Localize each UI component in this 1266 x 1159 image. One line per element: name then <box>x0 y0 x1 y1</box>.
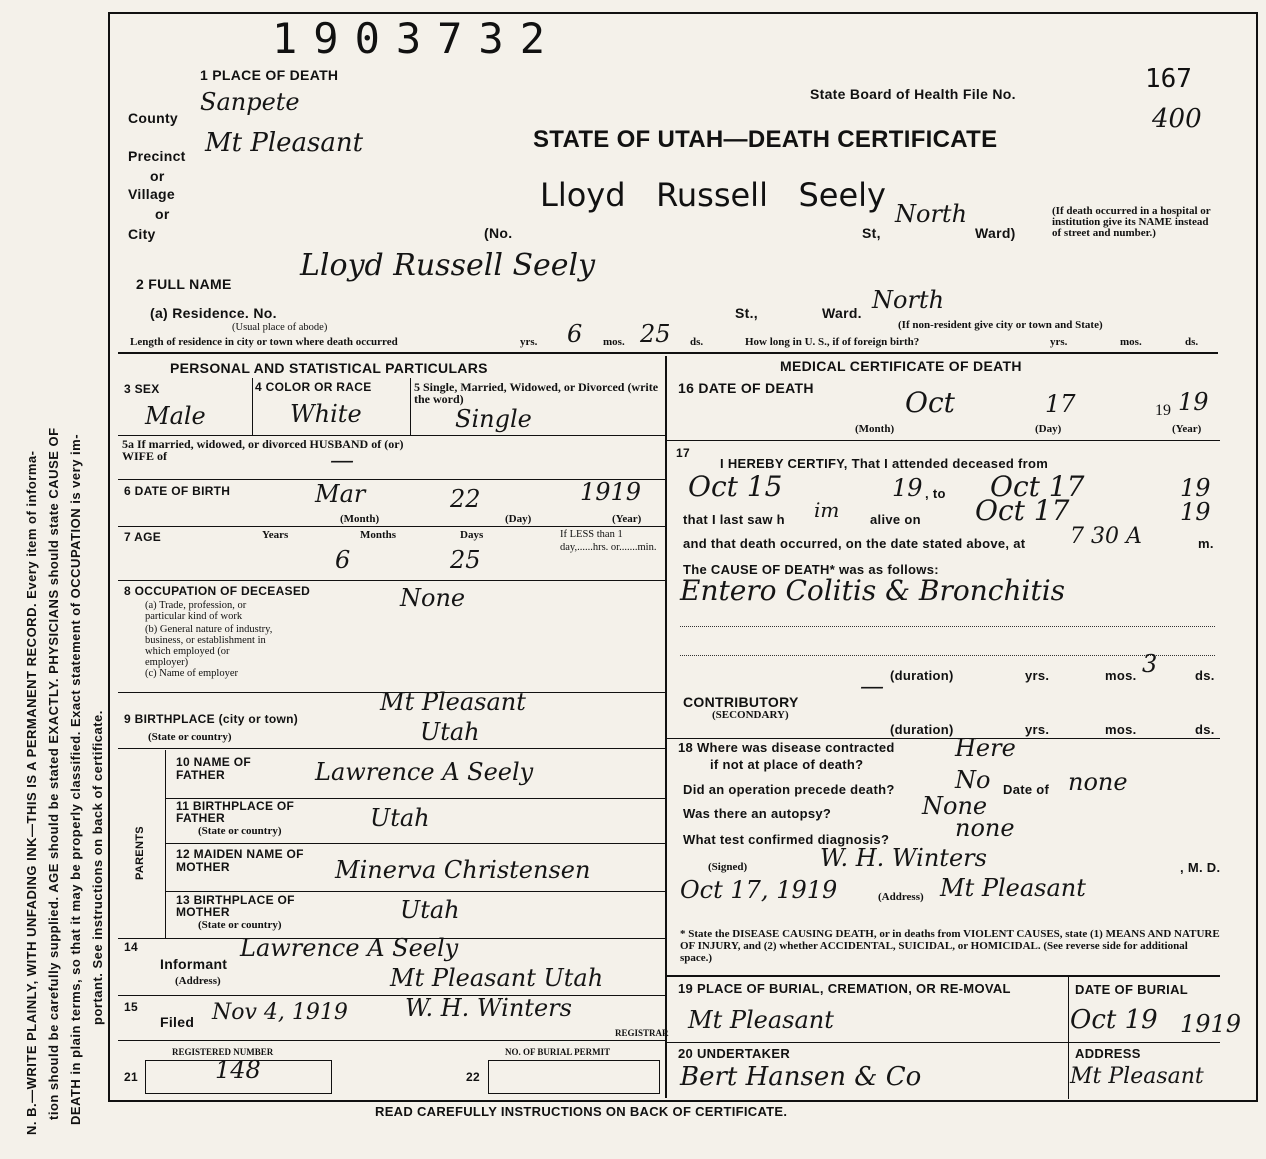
alive-on: alive on <box>870 512 921 527</box>
length-mos-value: 6 <box>567 320 583 348</box>
rule-mother <box>165 891 665 892</box>
duration-mos-2: mos. <box>1105 722 1137 737</box>
reg-num: 148 <box>215 1056 261 1084</box>
rule-burial <box>665 975 1220 977</box>
rule-sex <box>118 435 665 436</box>
residence-ward: Ward. <box>822 305 862 321</box>
parents-divider <box>165 750 166 938</box>
to-label: , to <box>925 486 946 501</box>
occ-c: (c) Name of employer <box>145 668 238 679</box>
full-name-label: 2 FULL NAME <box>136 276 232 292</box>
dob-month-label: (Month) <box>340 513 380 525</box>
occupation-label: 8 OCCUPATION OF DECEASED <box>124 584 311 598</box>
undertaker-value: Bert Hansen & Co <box>680 1062 922 1092</box>
filed-num: 15 <box>124 1000 138 1014</box>
dod-label: 16 DATE OF DEATH <box>678 380 814 396</box>
precinct-value: Mt Pleasant <box>205 128 364 158</box>
sign-date: Oct 17, 1919 <box>680 876 838 904</box>
right-border <box>1256 12 1258 1102</box>
no-label: (No. <box>484 225 513 241</box>
sex-value: Male <box>145 402 206 430</box>
nonresident-note: (If non-resident give city or town and State) <box>898 319 1103 331</box>
ward-value: North <box>895 200 968 228</box>
cause-label: The CAUSE OF DEATH* was as follows: <box>683 562 939 577</box>
m-label: m. <box>1198 536 1214 551</box>
death-occurred: and that death occurred, on the date stated above, at <box>683 536 1026 551</box>
cause-value: Entero Colitis & Bronchitis <box>680 574 1066 607</box>
informant-num: 14 <box>124 940 138 954</box>
residence-st: St., <box>735 305 758 321</box>
contributory-value: — <box>860 672 884 700</box>
duration-yrs: yrs. <box>1025 668 1050 683</box>
reg-num-label: REGISTERED NUMBER <box>172 1047 274 1057</box>
dod-year-label: (Year) <box>1172 423 1202 435</box>
burial-permit-box[interactable] <box>488 1060 660 1094</box>
contracted-value: Here <box>955 734 1016 762</box>
sign-address-label: (Address) <box>878 891 924 903</box>
marital-label: 5 Single, Married, Widowed, or Divorced (write the word) <box>414 380 659 406</box>
contracted-label: 18 Where was disease contracted <box>678 740 895 755</box>
age-months: 6 <box>335 546 351 574</box>
reg-num-prefix: 21 <box>124 1070 138 1084</box>
duration-ds-2: ds. <box>1195 722 1215 737</box>
operation-value: No <box>955 766 991 794</box>
residence-sub: (Usual place of abode) <box>232 322 328 333</box>
us-ds: ds. <box>1185 336 1199 348</box>
file-no-label: State Board of Health File No. <box>810 86 1016 102</box>
signed-value: W. H. Winters <box>820 844 987 872</box>
page-title: STATE OF UTAH—DEATH CERTIFICATE <box>533 126 998 153</box>
not-place-label: if not at place of death? <box>710 757 864 772</box>
bottom-border <box>108 1100 1258 1102</box>
side-note-4: portant. See instructions on back of certificate. <box>90 710 105 1025</box>
dod-year: 19 <box>1178 388 1209 416</box>
from-date: Oct 15 <box>688 470 783 503</box>
death-time: 7 30 A <box>1070 524 1142 549</box>
city-label: City <box>128 226 156 242</box>
duration-label-2: (duration) <box>890 722 954 737</box>
rule-father-bp <box>165 843 665 844</box>
informant-value: Lawrence A Seely <box>240 934 459 962</box>
personal-heading: PERSONAL AND STATISTICAL PARTICULARS <box>170 360 488 376</box>
occ-a: (a) Trade, profession, or particular kind of work <box>145 600 247 622</box>
length-ds: ds. <box>690 336 704 348</box>
mother-bp-sub: (State or country) <box>198 919 282 931</box>
residence-label: (a) Residence. No. <box>150 305 277 321</box>
birthplace-label: 9 BIRTHPLACE (city or town) <box>124 712 299 726</box>
footer-note: READ CAREFULLY INSTRUCTIONS ON BACK OF CERTIFICATE. <box>375 1104 788 1119</box>
dod-day-label: (Day) <box>1035 423 1062 435</box>
md-label: , M. D. <box>1180 860 1221 875</box>
sign-address: Mt Pleasant <box>940 874 1086 902</box>
alive-date: Oct 17 <box>975 494 1070 527</box>
duration-mos-value: 3 <box>1142 650 1158 678</box>
rule-undertaker <box>665 1042 1220 1043</box>
undertaker-address: Mt Pleasant <box>1070 1064 1204 1089</box>
autopsy-value: None <box>922 792 988 820</box>
mother-bp-label: 13 BIRTHPLACE OF MOTHER <box>176 893 295 919</box>
race-value: White <box>290 400 362 428</box>
burial-date: Oct 19 <box>1070 1005 1158 1035</box>
length-ds-value: 25 <box>640 320 671 348</box>
cause-line-1 <box>680 626 1215 627</box>
rule-dob <box>118 526 665 527</box>
certificate-number: 1903732 <box>272 14 562 63</box>
burial-place-label: 19 PLACE OF BURIAL, CREMATION, OR RE-MOVAL <box>678 981 1011 996</box>
to-year: 19 <box>1180 474 1211 502</box>
side-note-3: DEATH in plain terms, so that it may be properly classified. Exact statement of OCCUPATION is very im- <box>68 433 83 1125</box>
mother-bp-value: Utah <box>400 896 460 924</box>
dod-month: Oct <box>905 386 955 419</box>
father-value: Lawrence A Seely <box>315 758 534 786</box>
burial-place-value: Mt Pleasant <box>688 1006 834 1034</box>
race-label: 4 COLOR OR RACE <box>255 380 372 394</box>
dob-day-label: (Day) <box>505 513 532 525</box>
us-mos: mos. <box>1120 336 1142 348</box>
typed-name: Lloyd Russell Seely <box>540 176 886 214</box>
father-bp-value: Utah <box>370 804 430 832</box>
filed-by: W. H. Winters <box>405 994 572 1022</box>
occupation-value: None <box>400 584 466 612</box>
informant-address-label: (Address) <box>175 975 221 987</box>
years-label: Years <box>262 529 289 541</box>
length-label: Length of residence in city or town where death occurred <box>130 336 398 348</box>
county-label: County <box>128 110 179 126</box>
column-divider <box>665 356 667 1098</box>
side-note-2: tion should be carefully supplied. AGE should be stated EXACTLY. PHYSICIANS should state CAUSE OF <box>46 427 61 1120</box>
side-note-1: N. B.—WRITE PLAINLY, WITH UNFADING INK—THIS IS A PERMANENT RECORD. Every item of informa- <box>24 450 39 1135</box>
rule-filed <box>118 1040 665 1041</box>
or-1: or <box>150 168 165 184</box>
signed-label: (Signed) <box>708 861 748 873</box>
duration-ds: ds. <box>1195 668 1215 683</box>
birthplace-state: Utah <box>420 718 480 746</box>
dob-year-label: (Year) <box>612 513 642 525</box>
certify-text: I HEREBY CERTIFY, That I attended deceased from <box>720 456 1049 471</box>
duration-mos: mos. <box>1105 668 1137 683</box>
place-heading: 1 PLACE OF DEATH <box>200 67 339 83</box>
dod-year-prefix: 19 <box>1155 402 1171 419</box>
reg-num-box[interactable] <box>145 1060 332 1094</box>
occ-b: (b) General nature of industry, business, or establishment in which employed (or employer) <box>145 624 273 668</box>
birthplace-sub: (State or country) <box>148 731 232 743</box>
autopsy-label: Was there an autopsy? <box>683 806 832 821</box>
age-days: 25 <box>450 546 481 574</box>
dob-day: 22 <box>450 485 481 513</box>
spouse-label: 5a If married, widowed, or divorced HUSBAND of (or) WIFE of <box>122 437 404 463</box>
county-value: Sanpete <box>200 88 300 116</box>
burial-divider <box>1068 977 1069 1099</box>
st-label: St, <box>862 225 881 241</box>
to-date: Oct 17 <box>990 470 1085 503</box>
burial-permit-prefix: 22 <box>466 1070 480 1084</box>
rule-residence <box>118 352 1218 354</box>
burial-date-label: DATE OF BURIAL <box>1075 982 1189 997</box>
father-bp-label: 11 BIRTHPLACE OF FATHER <box>176 799 295 825</box>
length-yrs: yrs. <box>520 336 538 348</box>
mother-label: 12 MAIDEN NAME OF MOTHER <box>176 847 304 874</box>
n17: 17 <box>676 446 690 460</box>
filed-date: Nov 4, 1919 <box>212 1000 348 1025</box>
dob-year: 1919 <box>580 478 642 506</box>
date-of-label: Date of <box>1003 782 1050 797</box>
undertaker-label: 20 UNDERTAKER <box>678 1046 791 1061</box>
from-year: 19 <box>892 474 923 502</box>
father-bp-sub: (State or country) <box>198 825 282 837</box>
us-yrs: yrs. <box>1050 336 1068 348</box>
dod-month-label: (Month) <box>855 423 895 435</box>
sex-divider-2 <box>410 378 411 435</box>
left-border <box>108 12 110 1102</box>
us-label: How long in U. S., if of foreign birth? <box>745 336 920 348</box>
length-mos: mos. <box>603 336 625 348</box>
contributory-label: CONTRIBUTORY <box>683 694 799 710</box>
footnote: * State the DISEASE CAUSING DEATH, or in deaths from VIOLENT CAUSES, state (1) MEANS AND NATURE OF INJURY, and (2) whether ACCIDENTAL, SUICIDAL, or HOMICIDAL. (See reverse side for additional space.) <box>680 928 1220 964</box>
age-label: 7 AGE <box>124 530 162 544</box>
marital-value: Single <box>455 405 532 433</box>
dob-label: 6 DATE OF BIRTH <box>124 484 231 498</box>
mother-value: Minerva Christensen <box>335 856 591 884</box>
days-label: Days <box>460 529 484 541</box>
filed-label: Filed <box>160 1014 195 1030</box>
alive-year: 19 <box>1180 498 1211 526</box>
undertaker-address-label: ADDRESS <box>1075 1046 1141 1061</box>
father-label: 10 NAME OF FATHER <box>176 755 252 782</box>
file-no: 167 <box>1145 64 1192 94</box>
rule-death-date <box>665 440 1220 441</box>
test-value: none <box>955 814 1015 842</box>
dob-month: Mar <box>315 480 366 508</box>
precinct-label: Precinct <box>128 148 186 164</box>
village-label: Village <box>128 186 175 202</box>
spouse-value: — <box>330 446 354 474</box>
or-2: or <box>155 206 170 222</box>
parents-label: PARENTS <box>134 826 146 880</box>
test-label: What test confirmed diagnosis? <box>683 832 890 847</box>
months-label: Months <box>360 529 397 541</box>
rule-birthplace <box>118 748 665 749</box>
registrar-label: REGISTRAR <box>615 1028 669 1038</box>
medical-heading: MEDICAL CERTIFICATE OF DEATH <box>780 358 1022 374</box>
secondary-label: (SECONDARY) <box>712 709 789 721</box>
last-saw-value: im <box>814 498 840 522</box>
birthplace-city: Mt Pleasant <box>380 688 526 716</box>
file-no-2: 400 <box>1152 104 1202 134</box>
less-than: If LESS than 1 day,......hrs. or.......min. <box>560 529 657 553</box>
residence-ward-value: North <box>872 286 945 314</box>
informant-label: Informant <box>160 956 228 972</box>
sex-divider-1 <box>252 378 253 435</box>
cause-line-2 <box>680 655 1215 656</box>
hospital-note: (If death occurred in a hospital or institution give its NAME instead of street and number.) <box>1052 205 1211 239</box>
informant-address: Mt Pleasant Utah <box>390 964 604 992</box>
op-date-value: none <box>1068 768 1128 796</box>
rule-age <box>118 580 665 581</box>
dod-day: 17 <box>1045 390 1076 418</box>
rule-contributory <box>665 738 1220 739</box>
sex-label: 3 SEX <box>124 382 160 396</box>
ward-label: Ward) <box>975 225 1016 241</box>
duration-label: (duration) <box>890 668 954 683</box>
burial-year: 1919 <box>1180 1010 1242 1038</box>
last-saw: that I last saw h <box>683 512 785 527</box>
operation-label: Did an operation precede death? <box>683 782 895 797</box>
rule-informant <box>118 995 665 996</box>
burial-permit-label: NO. OF BURIAL PERMIT <box>505 1047 611 1057</box>
full-name-value: Lloyd Russell Seely <box>300 248 596 283</box>
duration-yrs-2: yrs. <box>1025 722 1050 737</box>
